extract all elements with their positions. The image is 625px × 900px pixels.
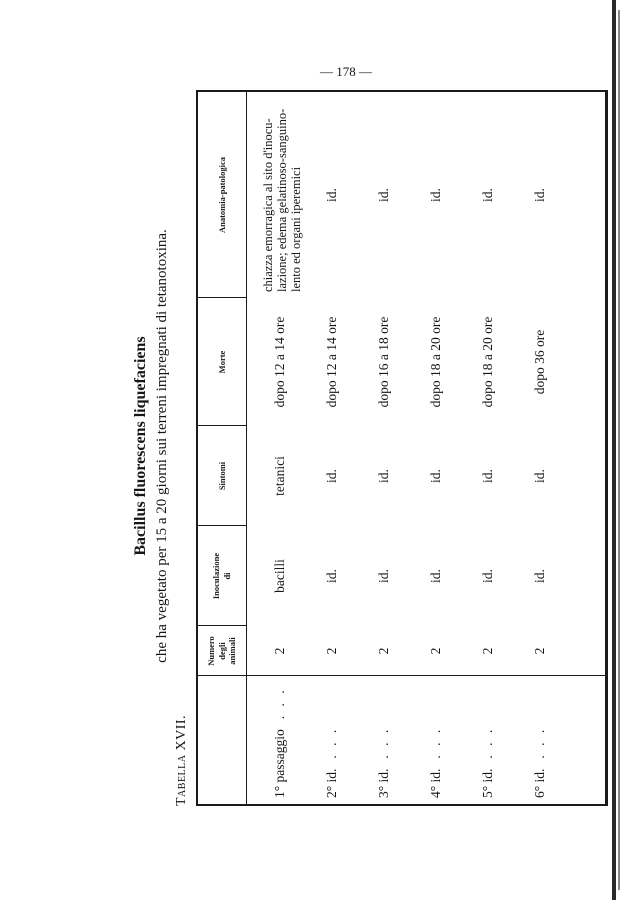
inoculazione-cell: id. xyxy=(428,569,443,583)
numero-cell: 2 xyxy=(480,647,495,655)
table-row xyxy=(514,92,566,804)
passage-cell: 2° id. . . . xyxy=(324,726,339,798)
header-morte: Morte xyxy=(216,350,227,374)
header-inoculazione: Inoculazione di xyxy=(211,552,232,600)
morte-cell: dopo 18 a 20 ore xyxy=(480,316,495,408)
sintomi-cell: id. xyxy=(532,469,547,483)
sintomi-cell: id. xyxy=(324,469,339,483)
numero-cell: 2 xyxy=(428,647,443,655)
sintomi-cell: id. xyxy=(480,469,495,483)
numero-cell: 2 xyxy=(532,647,547,655)
column-divider xyxy=(198,297,246,298)
anatomia-cell: id. xyxy=(532,188,547,202)
column-divider xyxy=(198,425,246,426)
scan-edge-line xyxy=(612,0,616,900)
column-divider xyxy=(198,625,246,626)
header-passage xyxy=(198,676,246,804)
passage-cell: 3° id. . . . xyxy=(376,726,391,798)
header-numero: Numero degli animali xyxy=(206,636,238,666)
sintomi-cell: tetanici xyxy=(272,456,287,496)
sintomi-cell: id. xyxy=(428,469,443,483)
inoculazione-cell: id. xyxy=(480,569,495,583)
table-row xyxy=(410,92,462,804)
table-title: Bacillus fluorescens liquefaciens xyxy=(132,336,149,556)
anatomia-cell: chiazza emorragica al sito d'inocu- lazione; edema gelatinoso-sanguino- lento ed organi iperemici xyxy=(261,108,303,292)
table-label: Tabella XVII. xyxy=(174,714,189,806)
anatomia-cell: id. xyxy=(324,188,339,202)
header-sintomi: Sintomi xyxy=(216,461,227,491)
table-row xyxy=(254,92,306,804)
anatomia-cell: id. xyxy=(376,188,391,202)
header-anatomia: Anatomia-patologica xyxy=(216,156,227,234)
numero-cell: 2 xyxy=(272,647,287,655)
table-row xyxy=(306,92,358,804)
table-row xyxy=(462,92,514,804)
morte-cell: dopo 16 a 18 ore xyxy=(376,316,391,408)
passage-cell: 4° id. . . . xyxy=(428,726,443,798)
inoculazione-cell: id. xyxy=(324,569,339,583)
passage-cell: 6° id. . . . xyxy=(532,726,547,798)
table-frame xyxy=(196,90,608,806)
inoculazione-cell: id. xyxy=(532,569,547,583)
morte-cell: dopo 12 a 14 ore xyxy=(272,316,287,408)
passage-cell: 1° passaggio . . . xyxy=(272,687,287,798)
numero-cell: 2 xyxy=(324,647,339,655)
anatomia-cell: id. xyxy=(480,188,495,202)
inoculazione-cell: id. xyxy=(376,569,391,583)
column-divider xyxy=(198,525,246,526)
sintomi-cell: id. xyxy=(376,469,391,483)
passage-cell: 5° id. . . . xyxy=(480,726,495,798)
rotated-table-page xyxy=(130,86,610,806)
page-number: — 178 — xyxy=(320,64,372,79)
morte-cell: dopo 18 a 20 ore xyxy=(428,316,443,408)
inoculazione-cell: bacilli xyxy=(272,559,287,593)
anatomia-cell: id. xyxy=(428,188,443,202)
morte-cell: dopo 12 a 14 ore xyxy=(324,316,339,408)
table-subtitle: che ha vegetato per 15 a 20 giorni sui terreni impregnati di tetanotoxina. xyxy=(154,229,170,663)
table-row xyxy=(358,92,410,804)
scan-edge-shadow xyxy=(618,10,620,890)
table-header xyxy=(198,92,247,804)
numero-cell: 2 xyxy=(376,647,391,655)
morte-cell: dopo 36 ore xyxy=(532,329,547,395)
